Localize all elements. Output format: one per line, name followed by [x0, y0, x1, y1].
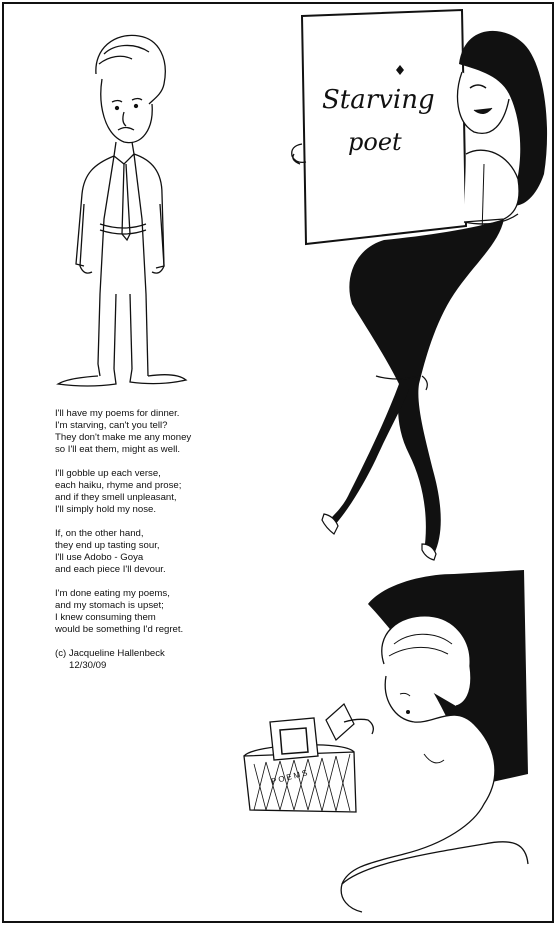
poem-line: I knew consuming them — [55, 612, 156, 623]
poem-line: I'll have my poems for dinner. — [55, 408, 180, 419]
woman-with-basket-drawing — [244, 570, 528, 912]
poem-line: and each piece I'll devour. — [55, 564, 166, 575]
poem-line: I'll use Adobo - Goya — [55, 552, 144, 563]
poem-line: They don't make me any money — [55, 432, 192, 443]
poem-line: so I'll eat them, might as well. — [55, 444, 180, 455]
poem-line: each haiku, rhyme and prose; — [55, 480, 182, 491]
poem-line: they end up tasting sour, — [55, 540, 160, 551]
poem-stanza-1 — [55, 408, 255, 456]
poem-line: I'm starving, can't you tell? — [55, 420, 168, 431]
glum-man-drawing — [58, 35, 186, 386]
poem-line: would be something I'd regret. — [55, 624, 184, 635]
poem-stanza-3 — [55, 528, 255, 576]
poem-stanza-2 — [55, 468, 255, 516]
poem-stanza-4 — [55, 588, 255, 636]
sign-text-line2: poet — [348, 128, 402, 156]
page-frame — [2, 2, 554, 923]
basket-label: POEMS — [270, 767, 311, 786]
poem-line: If, on the other hand, — [55, 528, 144, 539]
poem-line: I'll gobble up each verse, — [55, 468, 161, 479]
poem-date: 12/30/09 — [69, 660, 107, 671]
poem-text — [55, 408, 255, 672]
poem-line: I'll simply hold my nose. — [55, 504, 157, 515]
poem-line: and my stomach is upset; — [55, 600, 164, 611]
woman-with-sign-drawing — [292, 10, 547, 560]
poem-credit: (c) Jacqueline Hallenbeck — [55, 648, 165, 659]
poem-line: and if they smell unpleasant, — [55, 492, 177, 503]
sign-text-line1: Starving — [322, 85, 435, 115]
poem-line: I'm done eating my poems, — [55, 588, 170, 599]
